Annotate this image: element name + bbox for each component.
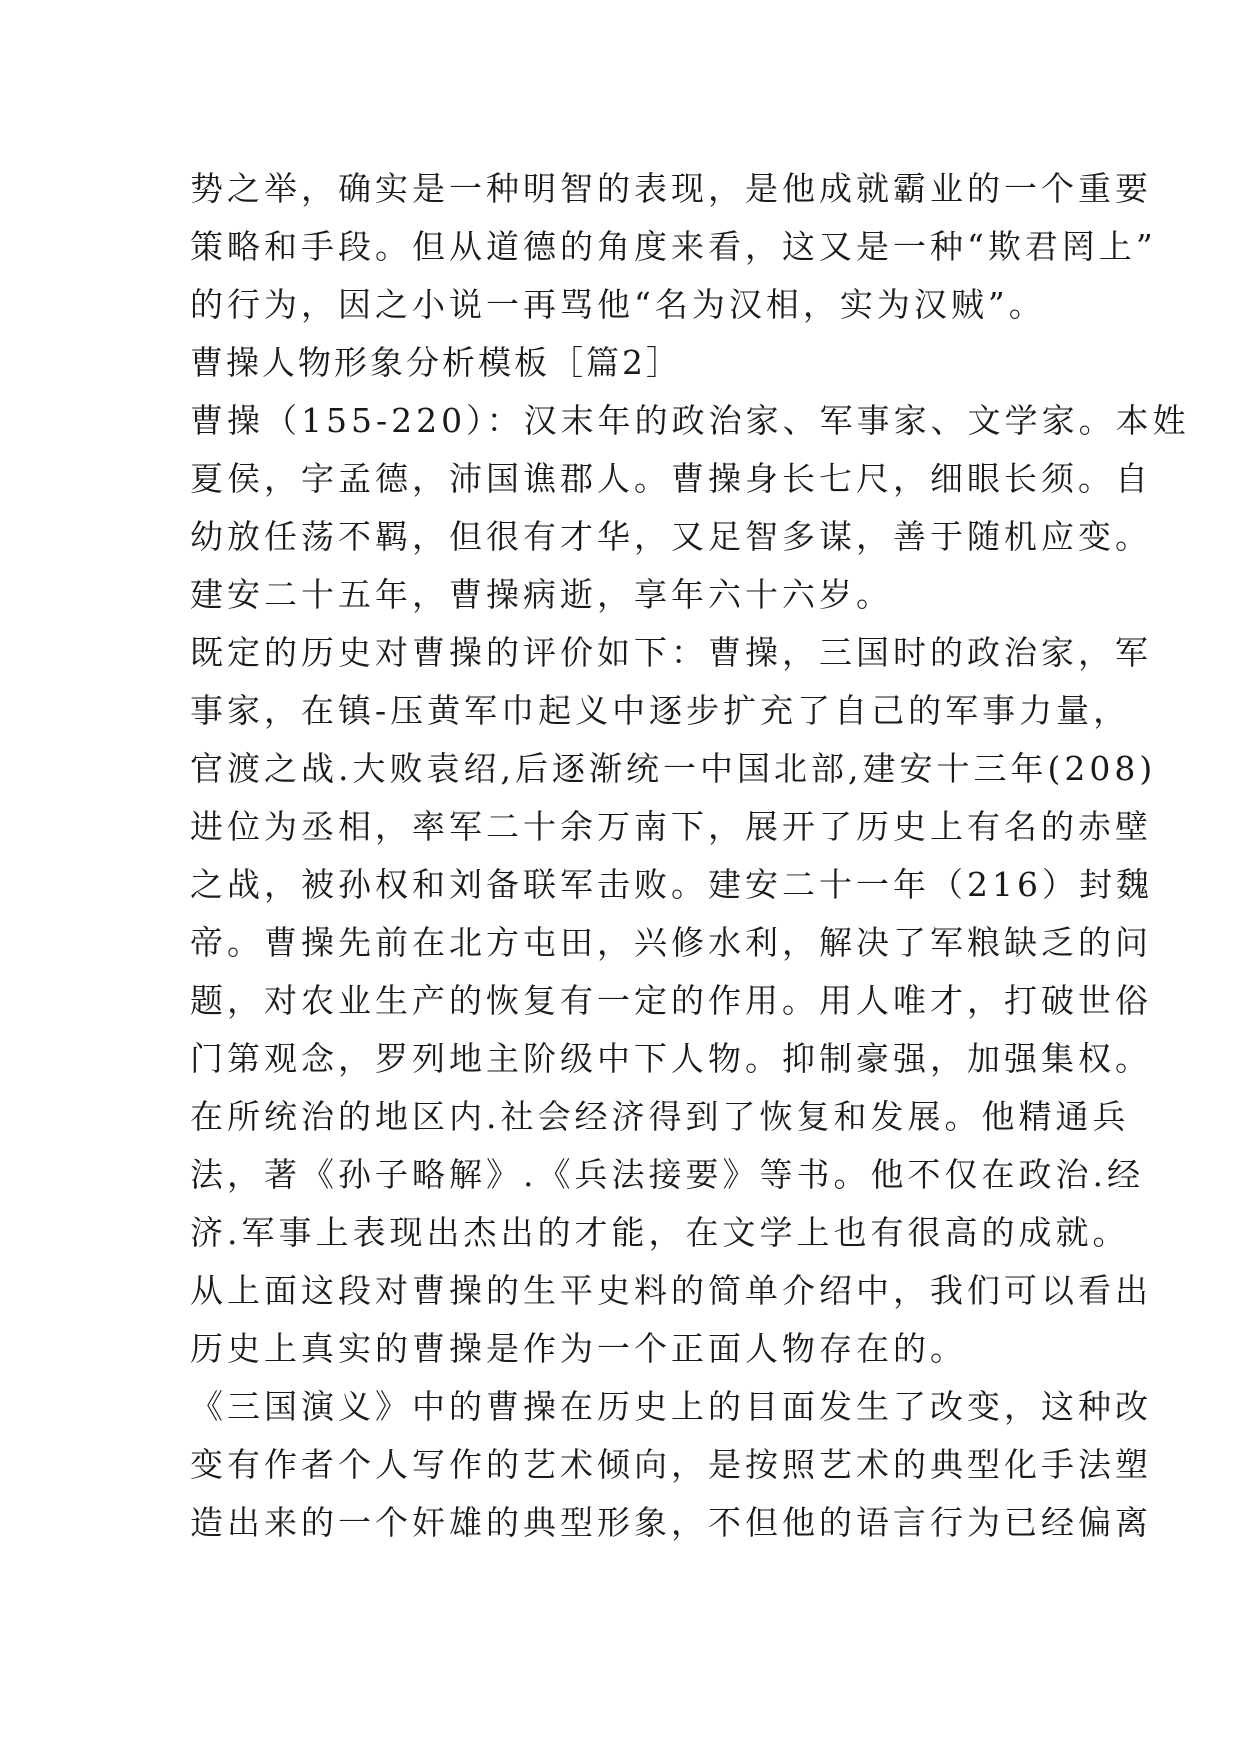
text-line: 的行为，因之小说一再骂他“名为汉相，实为汉贼”。	[190, 285, 1046, 324]
text-line: 造出来的一个奸雄的典型形象，不但他的语言行为已经偏离	[190, 1503, 1152, 1542]
text-line: 进位为丞相，率军二十余万南下，展开了历史上有名的赤壁	[190, 807, 1152, 846]
section-heading: 曹操人物形象分析模板［篇2］	[190, 343, 682, 382]
text-line: 既定的历史对曹操的评价如下：曹操，三国时的政治家，军	[190, 633, 1152, 672]
text-line: 历史上真实的曹操是作为一个正面人物存在的。	[190, 1329, 967, 1368]
text-line: 策略和手段。但从道德的角度来看，这又是一种“欺君罔上”	[190, 227, 1157, 266]
text-line: 建安二十五年，曹操病逝，享年六十六岁。	[190, 575, 893, 614]
text-line: 在所统治的地区内.社会经济得到了恢复和发展。他精通兵	[190, 1097, 1130, 1136]
text-line: 曹操（155-220）：汉末年的政治家、军事家、文学家。本姓	[190, 401, 1190, 440]
text-line: 门第观念，罗列地主阶级中下人物。抑制豪强，加强集权。	[190, 1039, 1152, 1078]
text-line: 济.军事上表现出杰出的才能，在文学上也有很高的成就。	[190, 1213, 1130, 1252]
text-line: 《三国演义》中的曹操在历史上的目面发生了改变，这种改	[190, 1387, 1152, 1426]
text-line: 官渡之战.大败袁绍,后逐渐统一中国北部,建安十三年(208)	[190, 749, 1157, 788]
text-line: 帝。曹操先前在北方屯田，兴修水利，解决了军粮缺乏的问	[190, 923, 1152, 962]
text-line: 之战，被孙权和刘备联军击败。建安二十一年（216）封魏	[190, 865, 1153, 904]
text-line: 法，著《孙子略解》.《兵法接要》等书。他不仅在政治.经	[190, 1155, 1144, 1194]
text-line: 势之举，确实是一种明智的表现，是他成就霸业的一个重要	[190, 169, 1152, 208]
body-text	[190, 160, 1190, 1552]
text-line: 变有作者个人写作的艺术倾向，是按照艺术的典型化手法塑	[190, 1445, 1152, 1484]
text-line: 事家，在镇-压黄军巾起义中逐步扩充了自己的军事力量，	[190, 691, 1131, 730]
text-line: 幼放任荡不羁，但很有才华，又足智多谋，善于随机应变。	[190, 517, 1152, 556]
text-line: 从上面这段对曹操的生平史料的简单介绍中，我们可以看出	[190, 1271, 1152, 1310]
text-line: 夏侯，字孟德，沛国谯郡人。曹操身长七尺，细眼长须。自	[190, 459, 1152, 498]
text-line: 题，对农业生产的恢复有一定的作用。用人唯才，打破世俗	[190, 981, 1152, 1020]
